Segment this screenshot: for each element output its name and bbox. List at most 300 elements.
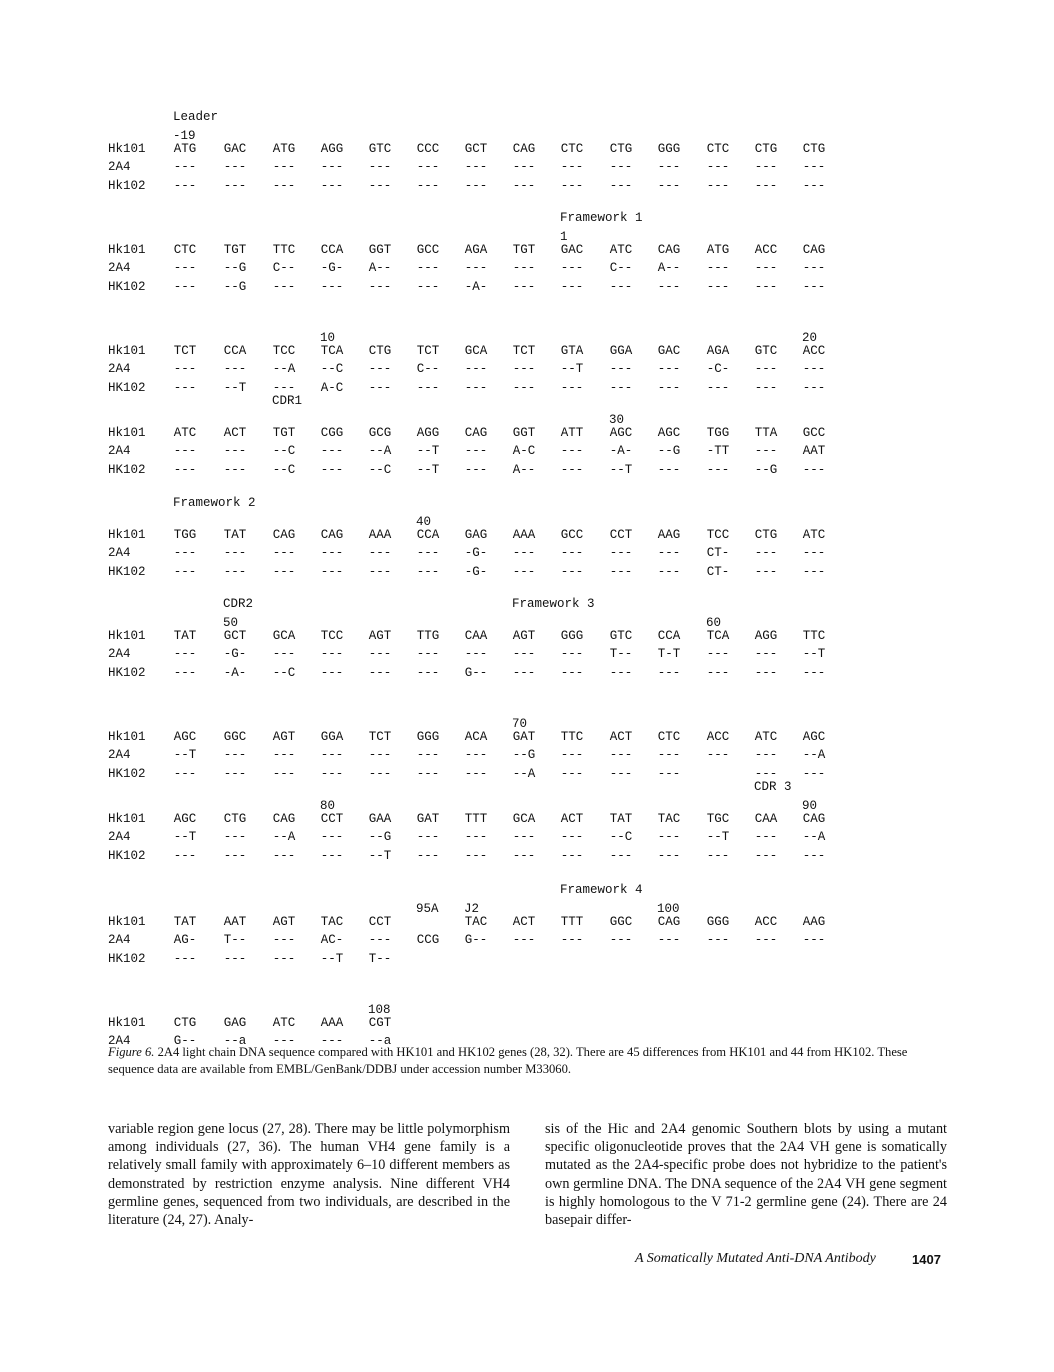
- codon: ---: [754, 261, 778, 276]
- codon: ---: [657, 848, 681, 863]
- codon: ---: [464, 462, 488, 477]
- codon: -C-: [706, 362, 730, 377]
- codon: AAG: [802, 915, 826, 929]
- codon: ---: [657, 380, 681, 395]
- codon: ---: [560, 748, 584, 763]
- codon: TCT: [512, 344, 536, 358]
- codon: --G: [657, 444, 681, 459]
- codon: ---: [464, 830, 488, 845]
- sequence-row: [0, 830, 1054, 848]
- codon: CTG: [223, 812, 247, 826]
- codon: --A: [272, 362, 296, 377]
- codon: ---: [272, 766, 296, 781]
- position-label: 20: [802, 330, 818, 345]
- sequence-row: [0, 767, 1054, 785]
- sequence-row: [0, 647, 1054, 665]
- caption-label: Figure 6.: [108, 1045, 155, 1059]
- codon: ---: [657, 546, 681, 561]
- codon: ---: [609, 380, 633, 395]
- codon: ---: [416, 647, 440, 662]
- codon: CAG: [802, 812, 826, 826]
- codon: --C: [272, 444, 296, 459]
- codon: ---: [512, 665, 536, 680]
- codon: ---: [802, 564, 826, 579]
- codon: ---: [609, 160, 633, 175]
- codon: ---: [416, 160, 440, 175]
- codon: AGT: [272, 915, 296, 929]
- caption-text: 2A4 light chain DNA sequence compared with HK101 and HK102 genes (28, 32). There are 45 differences from HK101 and 44 from HK102. These sequence data are available from EMBL/GenBank/DDBJ under accession number M33060.: [108, 1045, 908, 1076]
- codon: ---: [802, 848, 826, 863]
- codon: AGT: [368, 629, 392, 643]
- codon: ---: [173, 564, 197, 579]
- sequence-row: [0, 812, 1054, 830]
- codon: ---: [416, 830, 440, 845]
- codon: AGG: [754, 629, 778, 643]
- codon: ---: [609, 564, 633, 579]
- codon: ---: [657, 766, 681, 781]
- codon: TCA: [320, 344, 344, 358]
- sequence-row: [0, 142, 1054, 160]
- codon: ---: [706, 160, 730, 175]
- codon: GTC: [609, 629, 633, 643]
- position-label: Framework 4: [560, 883, 643, 897]
- codon: ---: [173, 665, 197, 680]
- codon: TGC: [706, 812, 730, 826]
- codon: ---: [706, 665, 730, 680]
- codon: CTG: [802, 142, 826, 156]
- codon: ---: [802, 261, 826, 276]
- codon: ---: [173, 380, 197, 395]
- codon: CCA: [657, 629, 681, 643]
- sequence-name: HK102: [108, 951, 146, 966]
- codon: C--: [272, 261, 296, 276]
- codon: C--: [609, 261, 633, 276]
- codon: ---: [754, 160, 778, 175]
- codon: --T: [223, 380, 247, 395]
- codon: ---: [320, 665, 344, 680]
- codon: --T: [320, 951, 344, 966]
- codon: T-T: [657, 647, 681, 662]
- codon: AGA: [706, 344, 730, 358]
- codon: --G: [512, 748, 536, 763]
- codon: G--: [464, 665, 488, 680]
- codon: -A-: [223, 665, 247, 680]
- codon: CAG: [802, 243, 826, 257]
- codon: ---: [464, 261, 488, 276]
- codon: ACC: [754, 915, 778, 929]
- sequence-row: [0, 666, 1054, 684]
- codon: ---: [416, 279, 440, 294]
- codon: ---: [754, 848, 778, 863]
- sequence-row: [0, 748, 1054, 766]
- sequence-name: HK102: [108, 462, 146, 477]
- sequence-row: [0, 261, 1054, 279]
- codon: --C: [320, 362, 344, 377]
- position-label: Framework 3: [512, 597, 595, 611]
- sequence-name: 2A4: [108, 748, 131, 763]
- codon: ---: [609, 665, 633, 680]
- codon: ---: [706, 848, 730, 863]
- codon: CTC: [560, 142, 584, 156]
- codon: ---: [173, 362, 197, 377]
- codon: ---: [754, 766, 778, 781]
- codon: ---: [802, 665, 826, 680]
- codon: T--: [223, 933, 247, 948]
- codon: A-C: [320, 380, 344, 395]
- codon: ---: [754, 178, 778, 193]
- codon: ---: [512, 848, 536, 863]
- sequence-row: [0, 344, 1054, 362]
- position-label: 10: [320, 330, 336, 345]
- codon: ---: [609, 279, 633, 294]
- codon: --T: [416, 462, 440, 477]
- sequence-row: [0, 565, 1054, 583]
- codon: CTG: [609, 142, 633, 156]
- codon: --C: [272, 462, 296, 477]
- codon: --T: [368, 848, 392, 863]
- codon: GCC: [416, 243, 440, 257]
- codon: ---: [706, 647, 730, 662]
- codon: ---: [754, 564, 778, 579]
- codon: --T: [173, 830, 197, 845]
- codon: ---: [464, 380, 488, 395]
- codon: ---: [657, 748, 681, 763]
- codon: CTG: [173, 1016, 197, 1030]
- codon: -A-: [609, 444, 633, 459]
- position-label: Framework 1: [560, 211, 643, 225]
- sequence-name: Hk101: [108, 243, 146, 257]
- codon: TCC: [320, 629, 344, 643]
- sequence-name: HK102: [108, 279, 146, 294]
- position-label: Framework 2: [173, 496, 256, 510]
- codon: ---: [173, 848, 197, 863]
- codon: ---: [272, 748, 296, 763]
- codon: ---: [560, 933, 584, 948]
- codon: -TT: [706, 444, 730, 459]
- codon: ACC: [706, 730, 730, 744]
- codon: AG-: [173, 933, 197, 948]
- codon: GGC: [609, 915, 633, 929]
- codon: ---: [416, 748, 440, 763]
- codon: ---: [560, 665, 584, 680]
- codon: ---: [173, 279, 197, 294]
- codon: A-C: [512, 444, 536, 459]
- codon: ---: [754, 279, 778, 294]
- codon: A--: [512, 462, 536, 477]
- codon: ---: [512, 178, 536, 193]
- codon: --T: [560, 362, 584, 377]
- codon: ---: [416, 178, 440, 193]
- sequence-name: 2A4: [108, 362, 131, 377]
- codon: GTC: [368, 142, 392, 156]
- sequence-row: [0, 426, 1054, 444]
- sequence-name: Hk101: [108, 629, 146, 643]
- codon: ---: [272, 1034, 296, 1049]
- codon: TTC: [560, 730, 584, 744]
- position-label: 100: [657, 901, 680, 916]
- codon: GGA: [320, 730, 344, 744]
- codon: CCA: [320, 243, 344, 257]
- codon: --A: [272, 830, 296, 845]
- codon: ---: [320, 564, 344, 579]
- codon: ---: [609, 766, 633, 781]
- codon: CCT: [320, 812, 344, 826]
- codon: GGC: [223, 730, 247, 744]
- codon: ---: [512, 380, 536, 395]
- codon: ---: [416, 848, 440, 863]
- codon: ---: [223, 462, 247, 477]
- codon: ATC: [173, 426, 197, 440]
- codon: TCT: [416, 344, 440, 358]
- codon: ---: [320, 848, 344, 863]
- codon: AC-: [320, 933, 344, 948]
- codon: A--: [368, 261, 392, 276]
- codon: CCA: [416, 528, 440, 542]
- codon: ---: [173, 647, 197, 662]
- position-label: 40: [416, 514, 432, 529]
- sequence-name: 2A4: [108, 647, 131, 662]
- codon: ---: [657, 178, 681, 193]
- position-label: 108: [368, 1002, 391, 1017]
- codon: CAG: [272, 812, 296, 826]
- codon: ---: [560, 848, 584, 863]
- codon: GTC: [754, 344, 778, 358]
- codon: AGA: [464, 243, 488, 257]
- codon: TAT: [173, 915, 197, 929]
- codon: ---: [320, 444, 344, 459]
- codon: ---: [368, 160, 392, 175]
- codon: ATT: [560, 426, 584, 440]
- codon: ---: [609, 933, 633, 948]
- codon: --G: [223, 279, 247, 294]
- codon: ---: [560, 766, 584, 781]
- codon: CAG: [272, 528, 296, 542]
- codon: ---: [706, 380, 730, 395]
- codon: ---: [754, 380, 778, 395]
- codon: --A: [802, 748, 826, 763]
- sequence-row: [0, 362, 1054, 380]
- codon: --T: [706, 830, 730, 845]
- codon: GCA: [464, 344, 488, 358]
- codon: ---: [560, 444, 584, 459]
- codon: ---: [223, 766, 247, 781]
- codon: ---: [802, 462, 826, 477]
- sequence-name: 2A4: [108, 1034, 131, 1049]
- codon: ---: [464, 848, 488, 863]
- codon: ---: [368, 766, 392, 781]
- codon: AAT: [223, 915, 247, 929]
- codon: ---: [320, 546, 344, 561]
- codon: C--: [416, 362, 440, 377]
- codon: TAC: [657, 812, 681, 826]
- codon: ---: [272, 178, 296, 193]
- codon: -G-: [223, 647, 247, 662]
- codon: TAC: [464, 915, 488, 929]
- codon: CTC: [657, 730, 681, 744]
- codon: GAT: [416, 812, 440, 826]
- codon: ---: [560, 279, 584, 294]
- codon: ---: [609, 546, 633, 561]
- codon: ---: [320, 279, 344, 294]
- codon: ACT: [223, 426, 247, 440]
- codon: --T: [416, 444, 440, 459]
- codon: ---: [320, 1034, 344, 1049]
- sequence-name: 2A4: [108, 261, 131, 276]
- codon: TTT: [464, 812, 488, 826]
- sequence-name: HK102: [108, 848, 146, 863]
- codon: ATC: [272, 1016, 296, 1030]
- codon: ---: [223, 564, 247, 579]
- position-label: CDR1: [272, 394, 303, 408]
- body-text-left-column: variable region gene locus (27, 28). There may be little polymorphism among individuals (27, 36). The human VH4 gene family is a relatively small family with approximately 6–10 different members as demonstrated by restriction enzyme analysis. Nine different VH4 germline genes, sequenced from two individuals, are described in the literature (24, 27). Analy-: [108, 1121, 510, 1229]
- codon: ---: [657, 830, 681, 845]
- codon: -A-: [464, 279, 488, 294]
- codon: GCA: [272, 629, 296, 643]
- sequence-name: 2A4: [108, 933, 131, 948]
- codon: ---: [272, 647, 296, 662]
- codon: GGG: [416, 730, 440, 744]
- codon: ---: [272, 951, 296, 966]
- position-label: 95A: [416, 901, 439, 916]
- codon: ATC: [754, 730, 778, 744]
- codon: GAT: [512, 730, 536, 744]
- sequence-row: [0, 849, 1054, 867]
- sequence-row: [0, 463, 1054, 481]
- position-label: CDR2: [223, 597, 254, 611]
- codon: ---: [657, 279, 681, 294]
- codon: ---: [657, 564, 681, 579]
- sequence-name: Hk101: [108, 142, 146, 156]
- codon: AGG: [416, 426, 440, 440]
- codon: CAA: [464, 629, 488, 643]
- sequence-row: [0, 629, 1054, 647]
- codon: ---: [657, 462, 681, 477]
- codon: ---: [657, 160, 681, 175]
- codon: CTC: [173, 243, 197, 257]
- codon: ---: [173, 178, 197, 193]
- codon: ---: [512, 933, 536, 948]
- codon: ATC: [609, 243, 633, 257]
- codon: ---: [560, 160, 584, 175]
- codon: --G: [368, 830, 392, 845]
- codon: ---: [173, 951, 197, 966]
- codon: TTC: [802, 629, 826, 643]
- codon: ---: [173, 546, 197, 561]
- codon: ---: [802, 933, 826, 948]
- codon: ---: [416, 564, 440, 579]
- codon: ---: [320, 766, 344, 781]
- codon: ---: [512, 830, 536, 845]
- codon: ---: [272, 564, 296, 579]
- codon: ---: [560, 564, 584, 579]
- codon: CAG: [320, 528, 344, 542]
- codon: ---: [560, 380, 584, 395]
- sequence-name: Hk101: [108, 812, 146, 826]
- codon: TGT: [272, 426, 296, 440]
- codon: CAG: [657, 243, 681, 257]
- codon: AGT: [272, 730, 296, 744]
- codon: CTG: [754, 142, 778, 156]
- sequence-name: 2A4: [108, 546, 131, 561]
- codon: ---: [657, 665, 681, 680]
- codon: ---: [512, 647, 536, 662]
- codon: ACC: [802, 344, 826, 358]
- codon: ---: [320, 830, 344, 845]
- codon: TAT: [173, 629, 197, 643]
- sequence-name: Hk101: [108, 426, 146, 440]
- sequence-name: Hk101: [108, 1016, 146, 1030]
- codon: ---: [416, 766, 440, 781]
- codon: G--: [464, 933, 488, 948]
- codon: CAG: [464, 426, 488, 440]
- codon: ---: [223, 444, 247, 459]
- codon: TTT: [560, 915, 584, 929]
- codon: ---: [320, 178, 344, 193]
- codon: A--: [657, 261, 681, 276]
- codon: TAT: [609, 812, 633, 826]
- codon: ---: [223, 748, 247, 763]
- codon: ---: [560, 830, 584, 845]
- codon: -G-: [464, 546, 488, 561]
- codon: ---: [368, 647, 392, 662]
- codon: ---: [464, 444, 488, 459]
- codon: AGC: [802, 730, 826, 744]
- codon: ---: [368, 362, 392, 377]
- codon: ---: [802, 380, 826, 395]
- codon: ---: [223, 848, 247, 863]
- sequence-name: HK102: [108, 380, 146, 395]
- codon: CT-: [706, 564, 730, 579]
- codon: ---: [754, 748, 778, 763]
- codon: --A: [368, 444, 392, 459]
- codon: ATG: [173, 142, 197, 156]
- sequence-row: [0, 546, 1054, 564]
- codon: --a: [368, 1034, 392, 1049]
- codon: AAT: [802, 444, 826, 459]
- codon: ---: [512, 546, 536, 561]
- codon: TGG: [173, 528, 197, 542]
- codon: ---: [657, 362, 681, 377]
- codon: ---: [368, 380, 392, 395]
- codon: GAG: [464, 528, 488, 542]
- sequence-row: [0, 381, 1054, 399]
- codon: CCA: [223, 344, 247, 358]
- codon: AAA: [320, 1016, 344, 1030]
- codon: ---: [609, 748, 633, 763]
- codon: --A: [802, 830, 826, 845]
- codon: ---: [173, 766, 197, 781]
- codon: GGG: [560, 629, 584, 643]
- codon: TAT: [223, 528, 247, 542]
- codon: AGG: [320, 142, 344, 156]
- codon: --T: [609, 462, 633, 477]
- codon: TCT: [368, 730, 392, 744]
- codon: ---: [657, 933, 681, 948]
- codon: ---: [416, 261, 440, 276]
- codon: --C: [368, 462, 392, 477]
- codon: ---: [223, 830, 247, 845]
- codon: -G-: [320, 261, 344, 276]
- codon: ---: [609, 178, 633, 193]
- codon: TGG: [706, 426, 730, 440]
- codon: GAG: [223, 1016, 247, 1030]
- codon: ---: [802, 279, 826, 294]
- codon: ---: [464, 160, 488, 175]
- sequence-row: [0, 933, 1054, 951]
- codon: --a: [223, 1034, 247, 1049]
- sequence-row: [0, 915, 1054, 933]
- codon: ---: [368, 279, 392, 294]
